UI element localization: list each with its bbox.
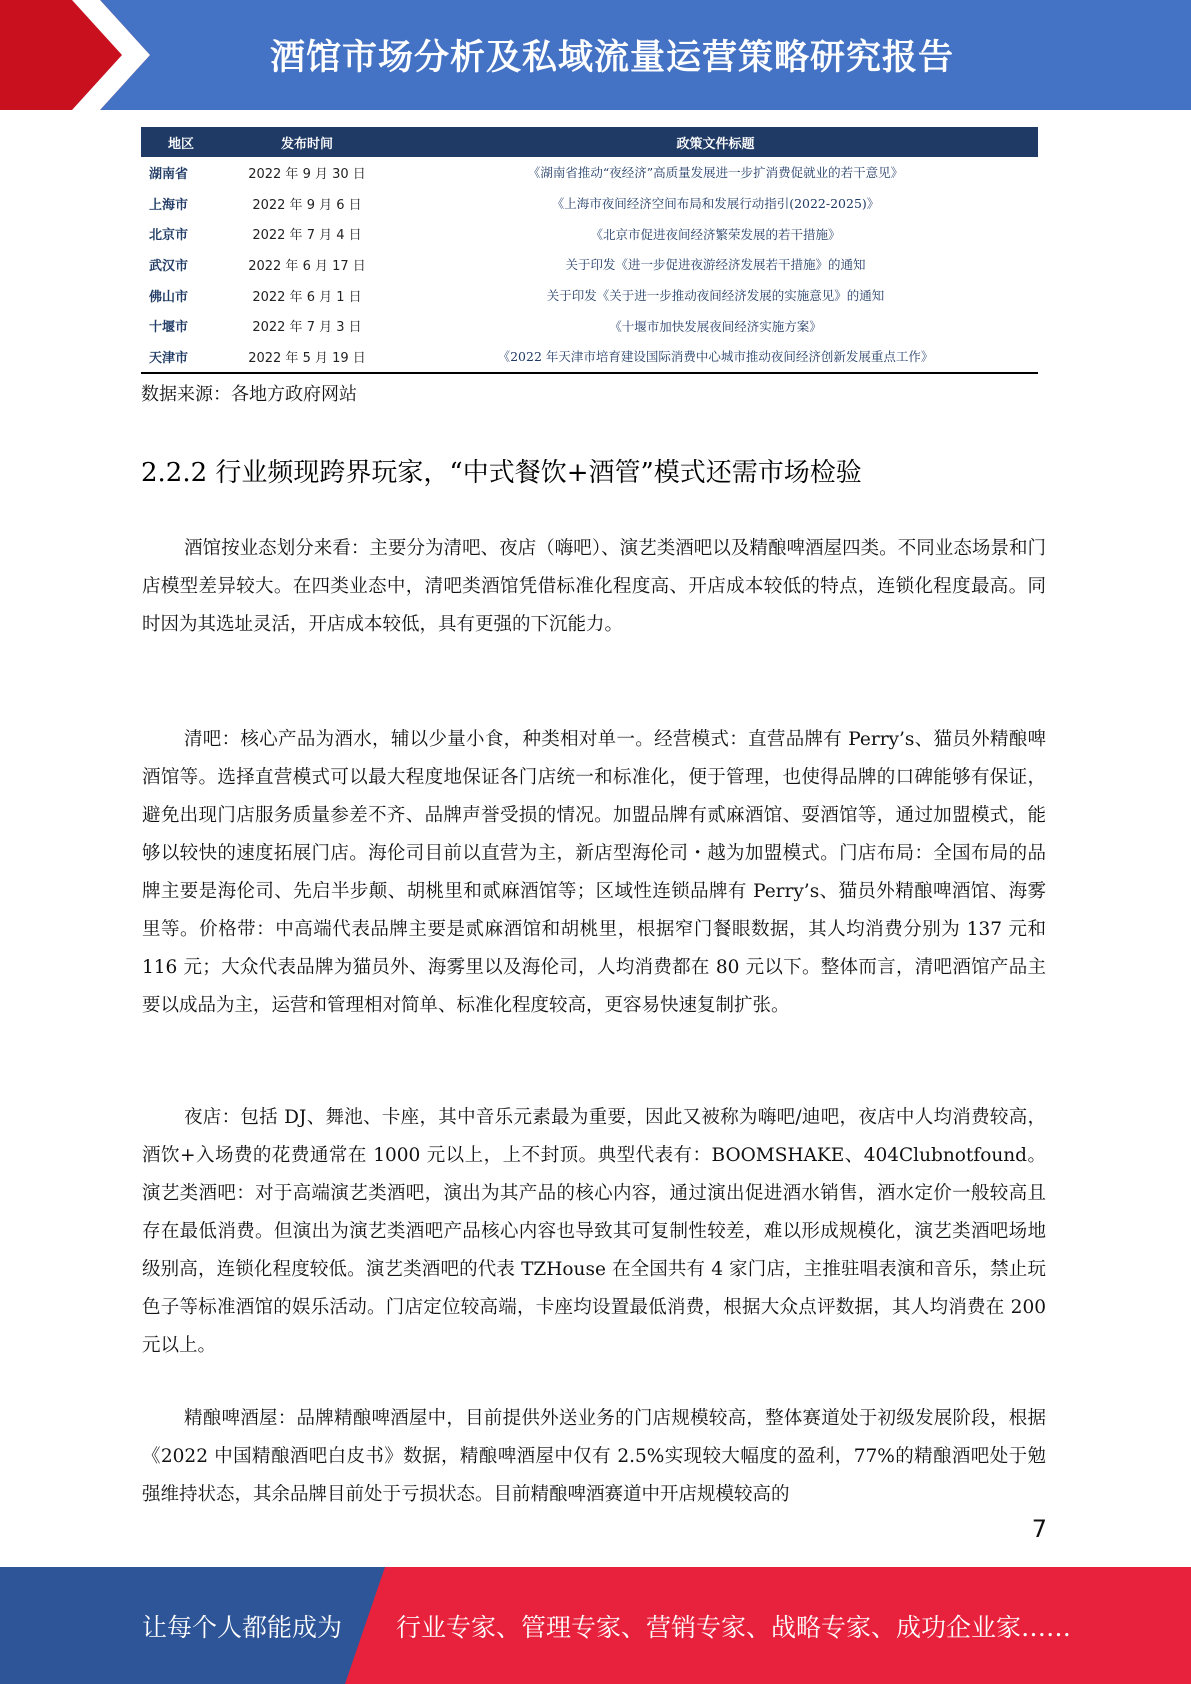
cell-date: 2022 年 6 月 17 日 [248, 258, 366, 274]
table-row [141, 280, 1038, 311]
cell-region: 湖南省 [149, 166, 189, 182]
cell-date: 2022 年 5 月 19 日 [221, 341, 393, 373]
data-source-note: 数据来源：各地方政府网站 [141, 384, 357, 405]
table-row [141, 341, 1038, 373]
column-header-title: 政策文件标题 [393, 127, 1038, 157]
page-footer [0, 1567, 1191, 1684]
body-paragraph: 精酿啤酒屋：品牌精酿啤酒屋中，目前提供外送业务的门店规模较高，整体赛道处于初级发展阶段，根据《2022 中国精酿酒吧白皮书》数据，精酿啤酒屋中仅有 2.5%实现较大幅度的盈利，77%的精酿酒吧处于勉强维持状态，其余品牌目前处于亏损状态。目前精酿啤酒赛道中开店规模较高的 [142, 1408, 1046, 1505]
report-title: 酒馆市场分析及私域流量运营策略研究报告 [270, 38, 955, 78]
cell-date: 2022 年 7 月 4 日 [252, 228, 362, 244]
page-header [0, 0, 1191, 110]
page-number: 7 [1031, 1515, 1047, 1543]
cell-title: 《上海市夜间经济空间布局和发展行动指引(2022-2025)》 [551, 196, 880, 212]
section-heading: 2.2.2 行业频现跨界玩家，“中式餐饮+酒管”模式还需市场检验 [141, 458, 862, 488]
cell-date: 2022 年 7 月 3 日 [252, 320, 362, 336]
table-header-row [141, 127, 1038, 157]
footer-slogan-left: 让每个人都能成为 [142, 1613, 343, 1642]
cell-region: 天津市 [141, 341, 221, 373]
body-paragraph: 清吧：核心产品为酒水，辅以少量小食，种类相对单一。经营模式：直营品牌有 Perry’s、猫员外精酿啤酒馆等。选择直营模式可以最大程度地保证各门店统一和标准化，便于管理，也使得品牌的口碑能够有保证，避免出现门店服务质量参差不齐、品牌声誉受损的情况。加盟品牌有贰麻酒馆、耍酒馆等，通过加盟模式，能够以较快的速度拓展门店。海伦司目前以直营为主，新店型海伦司・越为加盟模式。门店布局：全国布局的品牌主要是海伦司、先启半步颠、胡桃里和贰麻酒馆等；区域性连锁品牌有 Perry’s、猫员外精酿啤酒馆、海雾里等。价格带：中高端代表品牌主要是贰麻酒馆和胡桃里，根据窄门餐眼数据，其人均消费分别为 137 元和 116 元；大众代表品牌为猫员外、海雾里以及海伦司，人均消费都在 80 元以下。整体而言，清吧酒馆产品主要以成品为主，运营和管理相对简单、标准化程度较高，更容易快速复制扩张。 [142, 729, 1046, 1016]
table-row [141, 157, 1038, 188]
cell-region: 佛山市 [149, 289, 189, 305]
column-header-region: 地区 [141, 127, 221, 157]
table-row [141, 188, 1038, 219]
table-row [141, 218, 1038, 249]
cell-title: 关于印发《进一步促进夜游经济发展若干措施》的通知 [565, 257, 866, 273]
cell-title: 《2022 年天津市培育建设国际消费中心城市推动夜间经济创新发展重点工作》 [393, 341, 1038, 373]
cell-region: 十堰市 [149, 320, 189, 336]
cell-title: 《十堰市加快发展夜间经济实施方案》 [609, 318, 822, 334]
cell-title: 关于印发《关于进一步推动夜间经济发展的实施意见》的通知 [546, 288, 885, 304]
cell-date: 2022 年 9 月 6 日 [252, 197, 362, 213]
column-header-date: 发布时间 [221, 127, 393, 157]
body-paragraph: 酒馆按业态划分来看：主要分为清吧、夜店（嗨吧）、演艺类酒吧以及精酿啤酒屋四类。不同业态场景和门店模型差异较大。在四类业态中，清吧类酒馆凭借标准化程度高、开店成本较低的特点，连锁化程度最高。同时因为其选址灵活，开店成本较低，具有更强的下沉能力。 [142, 538, 1046, 635]
policy-table [141, 127, 1038, 374]
footer-slogan-right: 行业专家、管理专家、营销专家、战略专家、成功企业家…… [396, 1613, 1072, 1642]
cell-title: 《北京市促进夜间经济繁荣发展的若干措施》 [590, 226, 841, 242]
table-row [141, 310, 1038, 341]
table-row [141, 249, 1038, 280]
cell-region: 北京市 [149, 228, 189, 244]
cell-date: 2022 年 9 月 30 日 [248, 166, 366, 182]
cell-region: 上海市 [149, 197, 189, 213]
cell-date: 2022 年 6 月 1 日 [252, 289, 362, 305]
cell-region: 武汉市 [149, 258, 189, 274]
cell-title: 《湖南省推动“夜经济”高质量发展进一步扩消费促就业的若干意见》 [527, 165, 904, 181]
body-paragraph: 夜店：包括 DJ、舞池、卡座，其中音乐元素最为重要，因此又被称为嗨吧/迪吧，夜店中人均消费较高，酒饮+入场费的花费通常在 1000 元以上，上不封顶。典型代表有：BOOMSHAKE、404Clubnotfound。演艺类酒吧：对于高端演艺类酒吧，演出为其产品的核心内容，通过演出促进酒水销售，酒水定价一般较高且存在最低消费。但演出为演艺类酒吧产品核心内容也导致其可复制性较差，难以形成规模化，演艺类酒吧场地级别高，连锁化程度较低。演艺类酒吧的代表 TZHouse 在全国共有 4 家门店，主推驻唱表演和音乐，禁止玩色子等标准酒馆的娱乐活动。门店定位较高端，卡座均设置最低消费，根据大众点评数据，其人均消费在 200 元以上。 [142, 1107, 1046, 1356]
